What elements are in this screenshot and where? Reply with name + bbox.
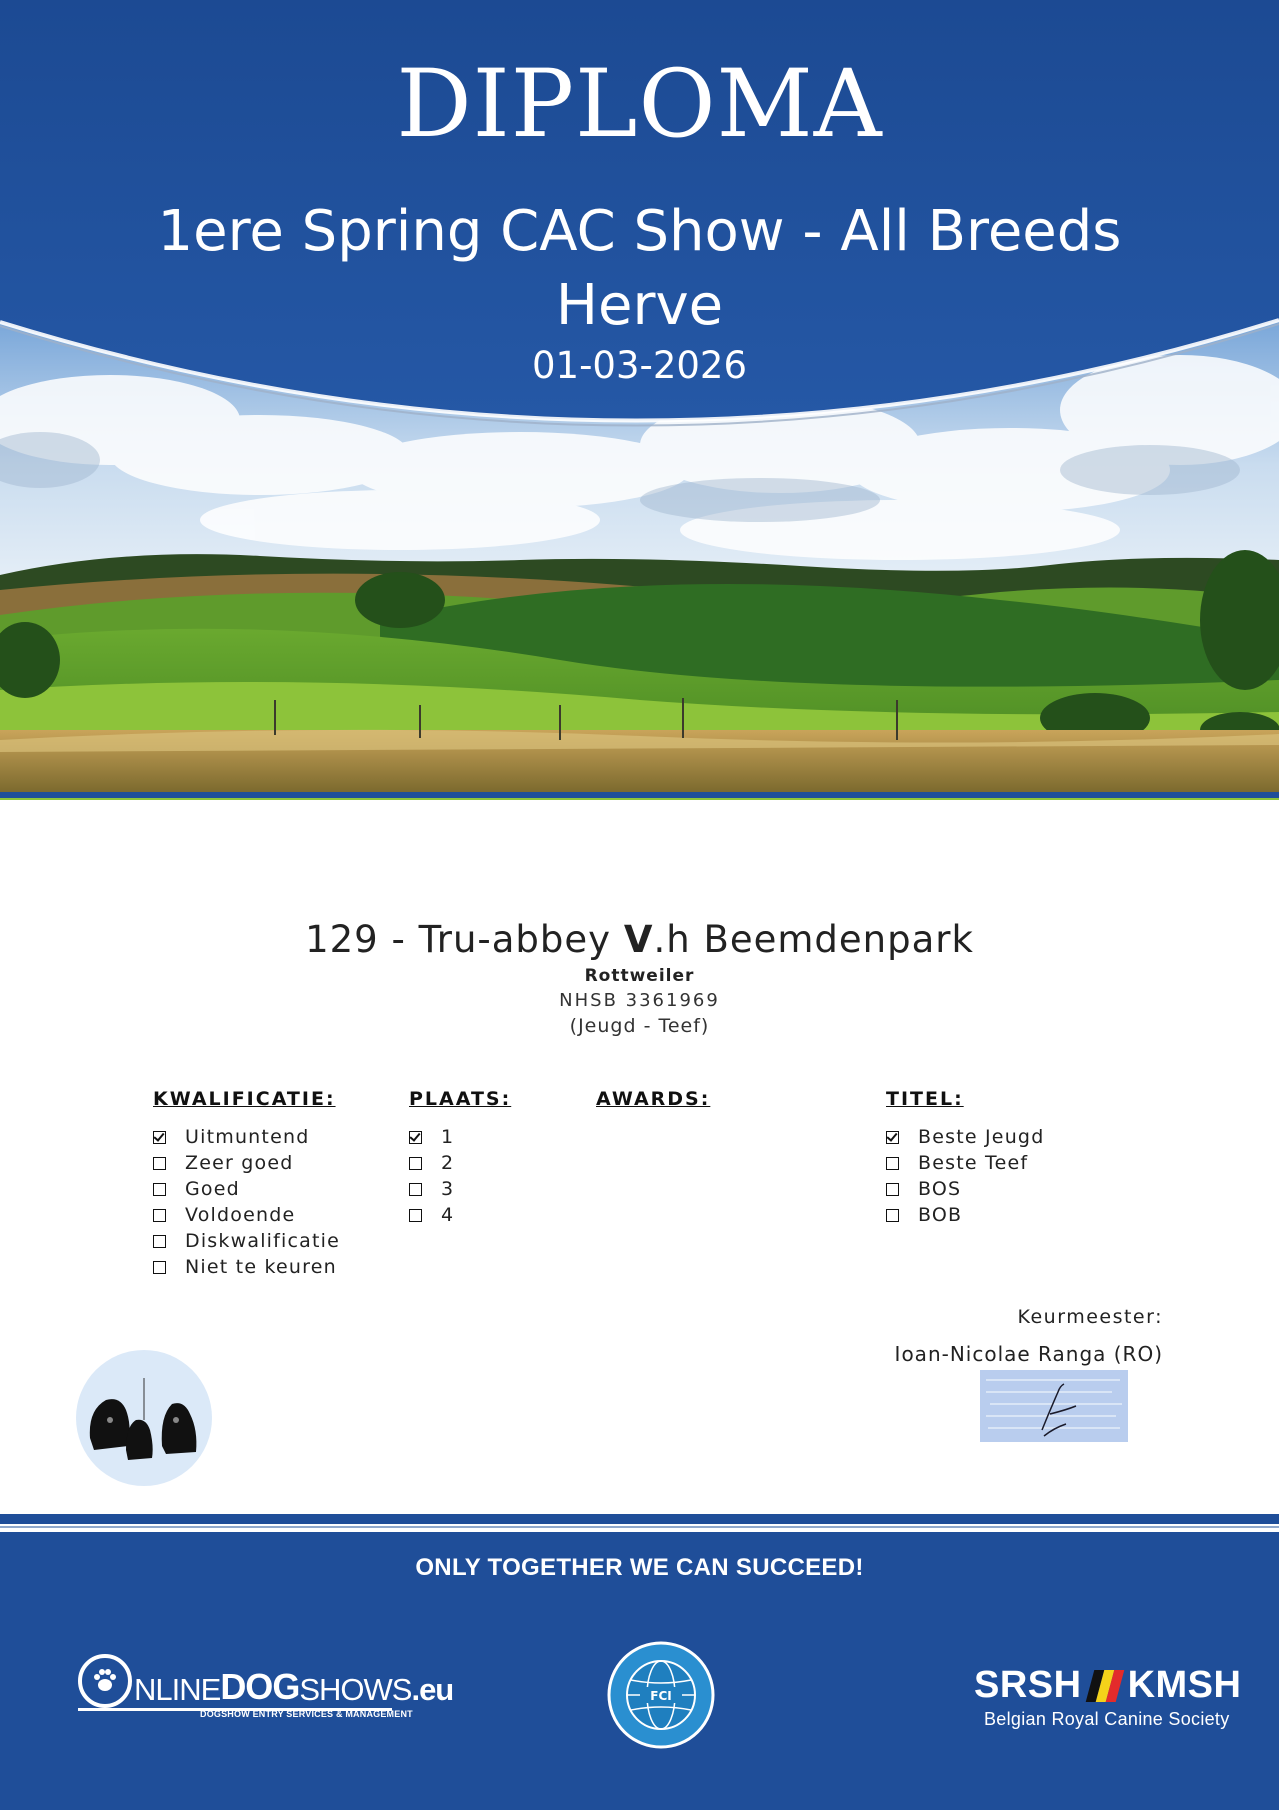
dog-breed: Rottweiler: [584, 966, 695, 986]
checkbox-icon: [153, 1235, 166, 1248]
judge-label: Keurmeester:: [1017, 1306, 1163, 1328]
awards-heading: AWARDS:: [596, 1088, 711, 1110]
option-row: [409, 1202, 511, 1228]
footer: [0, 1514, 1279, 1810]
odl-text-nline: NLINE: [134, 1672, 221, 1707]
fci-logo: [606, 1640, 716, 1750]
diploma-title: DIPLOMA: [396, 50, 883, 159]
option-row: [153, 1124, 340, 1150]
checkbox-icon: [886, 1209, 899, 1222]
titel-column: [886, 1088, 1044, 1228]
footer-thin-rule: [0, 1526, 1279, 1528]
option-label: Niet te keuren: [185, 1256, 337, 1278]
option-row: [409, 1176, 511, 1202]
option-row: [153, 1150, 340, 1176]
option-label: BOB: [918, 1204, 963, 1226]
option-label: 4: [441, 1204, 455, 1226]
checkbox-icon: [886, 1157, 899, 1170]
checkbox-icon: [886, 1183, 899, 1196]
catalog-number: 129: [305, 918, 379, 961]
checked-box-icon: [886, 1131, 899, 1144]
option-row: [153, 1254, 340, 1280]
checked-box-icon: [409, 1131, 422, 1144]
odl-text-eu: .eu: [411, 1672, 454, 1707]
judge-signature: [980, 1370, 1128, 1442]
option-row: [153, 1202, 340, 1228]
onlinedogshows-wordmark: [78, 1654, 453, 1708]
kwalificatie-options: [153, 1124, 340, 1280]
option-row: [153, 1228, 340, 1254]
onlinedogshows-logo: [78, 1654, 453, 1719]
odl-subtitle: DOGSHOW ENTRY SERVICES & MANAGEMENT: [200, 1709, 413, 1719]
club-logo: [76, 1350, 212, 1486]
option-label: Beste Jeugd: [918, 1126, 1045, 1148]
option-label: Zeer goed: [185, 1152, 294, 1174]
option-row: [886, 1176, 1044, 1202]
option-label: 3: [441, 1178, 455, 1200]
checkbox-icon: [153, 1157, 166, 1170]
option-row: [886, 1202, 1044, 1228]
checkbox-icon: [153, 1209, 166, 1222]
club-dogs-emblem: [76, 1350, 212, 1486]
option-label: 2: [441, 1152, 455, 1174]
show-city: Herve: [555, 273, 724, 338]
header-banner: [0, 0, 1279, 800]
dog-class: (Jeugd - Teef): [569, 1015, 710, 1037]
option-label: 1: [441, 1126, 455, 1148]
option-row: [886, 1124, 1044, 1150]
option-row: [886, 1150, 1044, 1176]
option-label: BOS: [918, 1178, 962, 1200]
footer-rule: [0, 1514, 1279, 1524]
checked-box-icon: [153, 1131, 166, 1144]
srsh-text: SRSH: [974, 1664, 1082, 1706]
option-row: [409, 1150, 511, 1176]
name-separator: -: [378, 918, 419, 961]
plaats-column: [409, 1088, 511, 1228]
checkbox-icon: [409, 1157, 422, 1170]
titel-options: [886, 1124, 1044, 1228]
slogan: ONLY TOGETHER WE CAN SUCCEED!: [415, 1554, 864, 1581]
judge-name: Ioan-Nicolae Ranga (RO): [894, 1342, 1163, 1366]
dog-name-line: [0, 918, 1279, 961]
belgian-flag-icon: [1085, 1670, 1124, 1702]
srsh-wordmark: [974, 1664, 1241, 1707]
dog-name-bold: V: [623, 918, 654, 961]
srsh-kmsh-logo: [974, 1664, 1241, 1730]
odl-text-shows: SHOWS: [299, 1672, 412, 1707]
plaats-options: [409, 1124, 511, 1228]
checkbox-icon: [153, 1261, 166, 1274]
kwalificatie-column: [153, 1088, 340, 1280]
plaats-heading: PLAATS:: [409, 1088, 512, 1110]
show-date: 01-03-2026: [531, 344, 748, 387]
option-label: Voldoende: [185, 1204, 296, 1226]
option-label: Uitmuntend: [185, 1126, 310, 1148]
kwalificatie-heading: KWALIFICATIE:: [153, 1088, 336, 1110]
option-row: [409, 1124, 511, 1150]
option-label: Diskwalificatie: [185, 1230, 341, 1252]
srsh-subtitle: Belgian Royal Canine Society: [984, 1709, 1230, 1729]
checkbox-icon: [409, 1209, 422, 1222]
dog-registration: NHSB 3361969: [559, 990, 720, 1011]
odl-text-dog: DOG: [220, 1666, 300, 1707]
fci-text: FCI: [650, 1689, 672, 1703]
show-name: 1ere Spring CAC Show - All Breeds: [157, 199, 1122, 264]
dog-name-part2: .h Beemdenpark: [653, 918, 974, 961]
kmsh-text: KMSH: [1127, 1664, 1242, 1706]
checkbox-icon: [153, 1183, 166, 1196]
option-label: Goed: [185, 1178, 240, 1200]
option-label: Beste Teef: [918, 1152, 1029, 1174]
option-row: [153, 1176, 340, 1202]
awards-column: [596, 1088, 710, 1124]
paw-icon: [78, 1654, 132, 1708]
checkbox-icon: [409, 1183, 422, 1196]
titel-heading: TITEL:: [886, 1088, 964, 1110]
dog-name-part1: Tru-abbey: [418, 918, 624, 961]
